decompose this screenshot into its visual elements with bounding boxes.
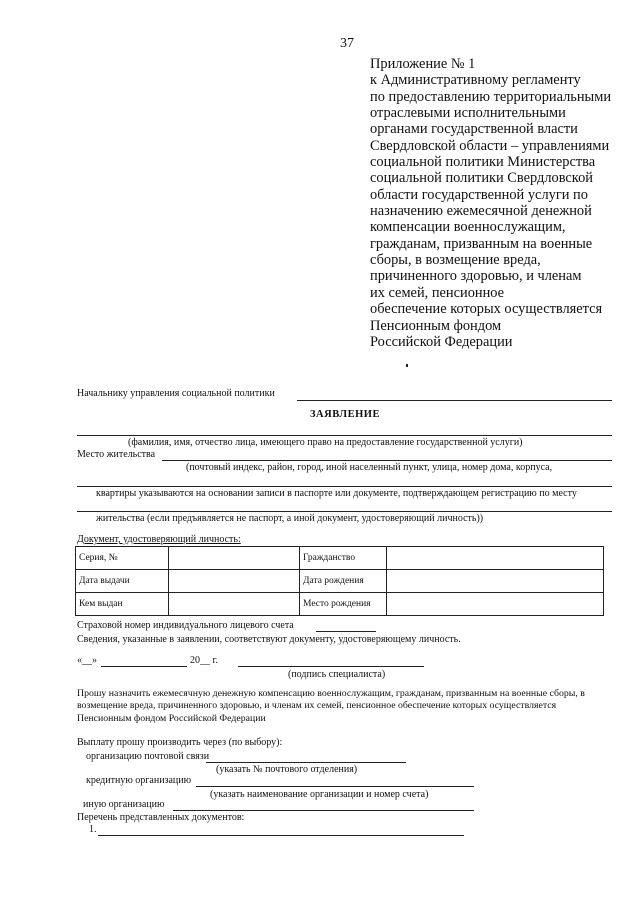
date-year: 20__ г. [190, 655, 218, 666]
documents-label: Перечень представленных документов: [77, 812, 245, 823]
addressee-field[interactable] [297, 400, 612, 401]
credit-label: кредитную организацию [86, 775, 192, 786]
appendix-line: к Административному регламенту [370, 72, 581, 89]
appendix-line: области государственной услуги по [370, 186, 588, 203]
appendix-line: социальной политики Свердловской [370, 170, 593, 187]
appendix-line: Пенсионным фондом [370, 317, 502, 334]
birth-place-label: Место рождения [300, 593, 387, 616]
citizenship-value[interactable] [387, 547, 604, 570]
appendix-line: Российской Федерации [370, 333, 513, 350]
credit-hint: (указать наименование организации и номер счета) [210, 789, 429, 800]
verification-text: Сведения, указанные в заявлении, соответствуют документу, удостоверяющему личность. [77, 634, 461, 645]
postal-label: организацию почтовой связи [86, 751, 210, 762]
citizenship-label: Гражданство [300, 547, 387, 570]
issue-date-label: Дата выдачи [76, 570, 169, 593]
signature-hint: (подпись специалиста) [288, 669, 386, 680]
documents-item-number: 1. [89, 824, 97, 835]
snils-label: Страховой номер индивидуального лицевого счета [77, 620, 294, 631]
page-number: 37 [340, 36, 354, 51]
appendix-line: отраслевыми исполнительными [370, 105, 566, 122]
request-paragraph: Прошу назначить ежемесячную денежную компенсацию военнослужащим, гражданам, призванным на военные сборы, в возмещение вреда, причиненного здоровью, и членам их семей, пенсионное обеспечение которых осуществляется Пенсионным фондом Российской Федерации [77, 688, 585, 724]
issued-by-label: Кем выдан [76, 593, 169, 616]
form-title: ЗАЯВЛЕНИЕ [310, 409, 380, 420]
appendix-header [370, 56, 638, 350]
birth-date-label: Дата рождения [300, 570, 387, 593]
postal-hint: (указать № почтового отделения) [216, 764, 358, 775]
postal-field[interactable] [206, 762, 406, 763]
date-day: «__» [77, 655, 97, 666]
address-hint-2: квартиры указываются на основании записи в паспорте или документе, подтверждающем регистрацию по месту [96, 488, 577, 499]
other-label: иную организацию [83, 799, 165, 810]
addressee-label: Начальнику управления социальной политики [77, 388, 275, 399]
appendix-line: органами государственной власти [370, 121, 578, 138]
appendix-line: по предоставлению территориальными [370, 88, 612, 105]
series-label: Серия, № [76, 547, 169, 570]
appendix-line: гражданам, призванным на военные [370, 235, 593, 252]
appendix-line: их семей, пенсионное [370, 284, 505, 301]
series-value[interactable] [169, 547, 300, 570]
birth-place-value[interactable] [387, 593, 604, 616]
appendix-line: Приложение № 1 [370, 56, 476, 72]
appendix-line: компенсации военнослужащим, [370, 219, 566, 236]
appendix-line: сборы, в возмещение вреда, [370, 252, 541, 269]
snils-field[interactable] [316, 631, 376, 632]
address-hint-3: жительства (если предъявляется не паспорт, а иной документ, удостоверяющий личность)) [96, 513, 484, 524]
appendix-line: социальной политики Министерства [370, 154, 596, 171]
issue-date-value[interactable] [169, 570, 300, 593]
residence-field-2[interactable] [77, 486, 612, 487]
credit-field[interactable] [196, 786, 474, 787]
id-document-table [75, 546, 604, 616]
residence-field[interactable] [162, 460, 612, 461]
birth-date-value[interactable] [387, 570, 604, 593]
residence-field-3[interactable] [77, 511, 612, 512]
appendix-line: причиненного здоровью, и членам [370, 268, 582, 285]
signature-field[interactable] [238, 666, 424, 667]
payment-label: Выплату прошу производить через (по выбору): [77, 737, 283, 748]
id-document-label: Документ, удостоверяющий личность: [77, 534, 241, 545]
residence-label: Место жительства [77, 449, 156, 460]
stray-mark [406, 364, 408, 367]
issued-by-value[interactable] [169, 593, 300, 616]
appendix-line: назначению ежемесячной денежной [370, 203, 592, 220]
address-hint: (почтовый индекс, район, город, иной населенный пункт, улица, номер дома, корпуса, [186, 462, 553, 473]
name-hint: (фамилия, имя, отчество лица, имеющего право на предоставление государственной услуги) [128, 437, 523, 448]
date-month-field[interactable] [101, 666, 187, 667]
documents-item-field[interactable] [98, 835, 464, 836]
other-field[interactable] [173, 810, 474, 811]
name-field[interactable] [77, 435, 612, 436]
appendix-line: обеспечение которых осуществляется [370, 301, 603, 318]
appendix-line: Свердловской области – управлениями [370, 137, 610, 154]
